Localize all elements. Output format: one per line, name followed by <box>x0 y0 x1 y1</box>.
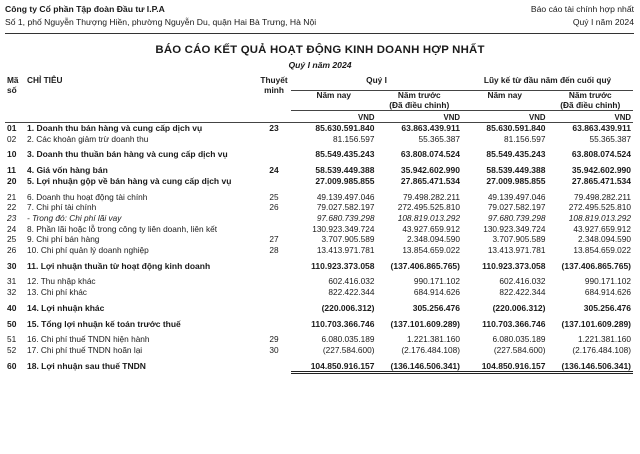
table-row <box>5 213 633 224</box>
row-note: 24 <box>269 165 279 176</box>
ytd-prev-year-value: 43.927.659.912 <box>573 223 632 234</box>
q-this-year-value: 85.630.591.840 <box>315 123 375 133</box>
row-note <box>257 144 291 160</box>
table-row <box>5 356 633 373</box>
ytd-this-year-value: 602.416.032 <box>499 276 546 287</box>
row-note: 23 <box>269 123 279 133</box>
row-note <box>257 314 291 330</box>
q-prev-year-value: (137.406.865.765) <box>390 260 460 271</box>
col-header-item: CHỈ TIÊU <box>27 75 63 85</box>
q-this-year-value: 79.027.582.197 <box>316 202 375 213</box>
ytd-this-year-value: 97.680.739.298 <box>487 212 546 223</box>
q-prev-year-value: 305.256.476 <box>412 302 460 313</box>
q-prev-year-value: 684.914.626 <box>413 287 460 298</box>
q-this-year-value: 110.923.373.058 <box>311 260 375 271</box>
q-this-year-value: 6.080.035.189 <box>321 334 375 345</box>
q-prev-year-value: (137.101.609.289) <box>390 318 460 329</box>
q-this-year-value: 104.850.916.157 <box>291 356 377 373</box>
col-group-ytd: Lũy kế từ đầu năm đến cuối quý <box>462 73 633 91</box>
ytd-prev-year-value: 55.365.387 <box>589 133 632 144</box>
ytd-this-year-value: 130.923.349.724 <box>483 223 546 234</box>
q-this-year-value: 97.680.739.298 <box>316 212 375 223</box>
row-code: 52 <box>7 344 17 355</box>
q-this-year-value: (227.584.600) <box>322 344 375 355</box>
q-prev-year-value: 43.927.659.912 <box>402 223 460 234</box>
row-item: 5. Lợi nhuận gộp về bán hàng và cung cấp dịch vụ <box>27 175 232 186</box>
ytd-this-year-value: 6.080.035.189 <box>492 334 546 345</box>
row-code: 50 <box>7 318 17 329</box>
unit-label: VND <box>377 111 463 123</box>
row-item: - Trong đó: Chi phí lãi vay <box>27 212 122 223</box>
row-note: 27 <box>269 234 279 245</box>
row-note <box>257 224 291 235</box>
q-prev-year-value: 55.365.387 <box>418 133 460 144</box>
ytd-prev-year-value: (136.146.506.341) <box>548 356 634 373</box>
row-code: 22 <box>7 202 17 213</box>
ytd-prev-year-value: 13.854.659.022 <box>573 245 632 256</box>
q-prev-year-value: (136.146.506.341) <box>377 356 463 373</box>
row-code: 01 <box>7 123 17 133</box>
row-note: 25 <box>269 191 279 202</box>
document-header <box>5 3 634 33</box>
col-header-y-prev-year: Năm trước (Đã điều chỉnh) <box>548 91 634 111</box>
col-header-note: Thuyết minh <box>260 75 288 95</box>
row-item: 14. Lợi nhuận khác <box>27 302 105 313</box>
q-prev-year-value: 1.221.381.160 <box>406 334 460 345</box>
table-row <box>5 256 633 272</box>
row-note <box>257 287 291 298</box>
row-item: 13. Chi phí khác <box>27 287 87 298</box>
ytd-prev-year-value: 2.348.094.590 <box>577 234 632 245</box>
unit-label: VND <box>291 111 377 123</box>
row-code: 24 <box>7 223 17 234</box>
q-prev-year-value: 2.348.094.590 <box>406 234 460 245</box>
row-code: 02 <box>7 133 17 144</box>
q-this-year-value: 822.422.344 <box>328 287 375 298</box>
q-prev-year-value: 63.808.074.524 <box>400 149 460 160</box>
q-this-year-value: 110.703.366.746 <box>311 318 375 329</box>
row-code: 40 <box>7 302 17 313</box>
ytd-this-year-value: 79.027.582.197 <box>487 202 546 213</box>
col-group-quarter: Quý I <box>291 73 462 91</box>
unit-spacer <box>257 111 291 123</box>
row-note: 28 <box>269 245 279 256</box>
unit-spacer <box>25 111 257 123</box>
row-note: 30 <box>269 344 279 355</box>
ytd-prev-year-value: (137.101.609.289) <box>561 318 632 329</box>
row-item: 8. Phần lãi hoặc lỗ trong công ty liên doanh, liên kết <box>27 223 218 234</box>
row-note <box>257 134 291 145</box>
table-row <box>5 134 633 145</box>
row-note <box>257 356 291 373</box>
row-code: 10 <box>7 149 17 160</box>
row-item: 3. Doanh thu thuần bán hàng và cung cấp dịch vụ <box>27 149 228 160</box>
col-header-code: Mã số <box>7 75 19 95</box>
col-header-y-this-year: Năm nay <box>462 91 548 111</box>
q-this-year-value: 81.156.597 <box>332 133 375 144</box>
row-code: 51 <box>7 334 17 345</box>
q-this-year-value: 58.539.449.388 <box>315 165 375 176</box>
row-code: 20 <box>7 175 17 186</box>
row-item: 15. Tổng lợi nhuận kế toán trước thuế <box>27 318 181 329</box>
col-header-q-prev-year: Năm trước (Đã điều chỉnh) <box>377 91 463 111</box>
q-prev-year-value: 35.942.602.990 <box>400 165 460 176</box>
ytd-this-year-value: 85.630.591.840 <box>486 123 546 133</box>
report-block <box>531 3 634 29</box>
unit-label: VND <box>462 111 548 123</box>
ytd-prev-year-value: (2.176.484.108) <box>572 344 632 355</box>
report-subtitle: Quý I năm 2024 <box>288 60 352 70</box>
row-item: 10. Chi phí quản lý doanh nghiệp <box>27 245 149 256</box>
table-row <box>5 245 633 256</box>
ytd-this-year-value: 58.539.449.388 <box>486 165 546 176</box>
row-note <box>257 298 291 314</box>
q-prev-year-value: 63.863.439.911 <box>401 123 460 133</box>
row-code: 25 <box>7 234 17 245</box>
ytd-this-year-value: (220.006.312) <box>492 302 546 313</box>
row-item: 1. Doanh thu bán hàng và cung cấp dịch vụ <box>27 123 203 133</box>
row-item: 16. Chi phí thuế TNDN hiện hành <box>27 334 150 345</box>
row-note <box>257 176 291 187</box>
company-block <box>5 3 316 29</box>
row-item: 2. Các khoản giảm trừ doanh thu <box>27 133 149 144</box>
report-type: Báo cáo tài chính hợp nhất <box>530 4 634 14</box>
ytd-prev-year-value: 63.863.439.911 <box>572 123 632 133</box>
q-this-year-value: 3.707.905.589 <box>321 234 375 245</box>
ytd-this-year-value: (227.584.600) <box>493 344 546 355</box>
q-prev-year-value: 108.819.013.292 <box>397 212 460 223</box>
table-row <box>5 298 633 314</box>
q-prev-year-value: 990.171.102 <box>413 276 460 287</box>
table-row <box>5 224 633 235</box>
table-row <box>5 202 633 213</box>
ytd-this-year-value: 3.707.905.589 <box>492 234 546 245</box>
ytd-this-year-value: 13.413.971.781 <box>487 245 546 256</box>
row-note <box>257 213 291 224</box>
row-item: 9. Chi phí bán hàng <box>27 234 100 245</box>
ytd-prev-year-value: 63.808.074.524 <box>571 149 632 160</box>
q-this-year-value: 49.139.497.046 <box>316 191 375 202</box>
q-prev-year-value: (2.176.484.108) <box>401 344 460 355</box>
ytd-this-year-value: 110.923.373.058 <box>482 260 546 271</box>
ytd-prev-year-value: (137.406.865.765) <box>561 260 632 271</box>
q-prev-year-value: 27.865.471.534 <box>400 175 460 186</box>
table-row <box>5 345 633 356</box>
row-code: 21 <box>7 191 17 202</box>
q-this-year-value: 85.549.435.243 <box>315 149 375 160</box>
q-this-year-value: (220.006.312) <box>321 302 375 313</box>
ytd-prev-year-value: 35.942.602.990 <box>571 165 632 176</box>
table-row <box>5 329 633 345</box>
statement-rows <box>5 123 633 373</box>
row-code: 26 <box>7 245 17 256</box>
row-note: 26 <box>269 202 279 213</box>
table-row <box>5 314 633 330</box>
row-code: 23 <box>7 212 17 223</box>
row-code: 30 <box>7 260 17 271</box>
report-title: BÁO CÁO KẾT QUẢ HOẠT ĐỘNG KINH DOANH HỢP NHẤT <box>155 44 485 56</box>
row-note: 29 <box>269 334 279 345</box>
ytd-this-year-value: 822.422.344 <box>499 287 546 298</box>
row-note <box>257 256 291 272</box>
ytd-this-year-value: 110.703.366.746 <box>482 318 546 329</box>
ytd-this-year-value: 85.549.435.243 <box>486 149 546 160</box>
q-prev-year-value: 13.854.659.022 <box>402 245 460 256</box>
row-code: 60 <box>7 361 17 372</box>
table-row <box>5 123 633 134</box>
table-row <box>5 287 633 298</box>
ytd-prev-year-value: 27.865.471.534 <box>571 175 632 186</box>
row-item: 11. Lợi nhuận thuần từ hoạt động kinh doanh <box>27 260 211 271</box>
row-item: 17. Chi phí thuế TNDN hoãn lại <box>27 344 143 355</box>
header-divider <box>5 33 634 34</box>
ytd-this-year-value: 49.139.497.046 <box>487 191 546 202</box>
row-code: 32 <box>7 287 17 298</box>
report-period: Quý I năm 2024 <box>572 17 634 27</box>
ytd-prev-year-value: 684.914.626 <box>584 287 632 298</box>
row-item: 4. Giá vốn hàng bán <box>27 165 108 176</box>
ytd-this-year-value: 104.850.916.157 <box>462 356 548 373</box>
q-prev-year-value: 79.498.282.211 <box>402 191 460 202</box>
q-this-year-value: 130.923.349.724 <box>312 223 375 234</box>
table-row <box>5 160 633 176</box>
ytd-prev-year-value: 305.256.476 <box>583 302 632 313</box>
ytd-prev-year-value: 990.171.102 <box>584 276 632 287</box>
row-item: 18. Lợi nhuận sau thuế TNDN <box>27 361 146 372</box>
col-header-q-this-year: Năm nay <box>291 91 377 111</box>
table-row <box>5 187 633 203</box>
row-item: 6. Doanh thu hoạt động tài chính <box>27 191 148 202</box>
q-prev-year-value: 272.495.525.810 <box>397 202 460 213</box>
company-name: Công ty Cổ phần Tập đoàn Đầu tư I.P.A <box>5 4 165 14</box>
ytd-prev-year-value: 79.498.282.211 <box>573 191 632 202</box>
q-this-year-value: 602.416.032 <box>328 276 375 287</box>
table-row <box>5 271 633 287</box>
unit-spacer <box>5 111 25 123</box>
ytd-prev-year-value: 272.495.525.810 <box>568 202 632 213</box>
row-code: 31 <box>7 276 17 287</box>
q-this-year-value: 27.009.985.855 <box>315 175 375 186</box>
income-statement-table <box>5 73 633 374</box>
row-note <box>257 271 291 287</box>
row-code: 11 <box>7 165 16 176</box>
ytd-this-year-value: 27.009.985.855 <box>486 175 546 186</box>
unit-label: VND <box>548 111 634 123</box>
table-row <box>5 144 633 160</box>
ytd-prev-year-value: 108.819.013.292 <box>568 212 632 223</box>
row-item: 7. Chi phí tài chính <box>27 202 97 213</box>
q-this-year-value: 13.413.971.781 <box>316 245 375 256</box>
ytd-this-year-value: 81.156.597 <box>503 133 546 144</box>
table-row <box>5 234 633 245</box>
table-row <box>5 176 633 187</box>
company-address: Số 1, phố Nguyễn Thượng Hiền, phường Nguyễn Du, quận Hai Bà Trưng, Hà Nội <box>5 17 317 27</box>
row-item: 12. Thu nhập khác <box>27 276 96 287</box>
ytd-prev-year-value: 1.221.381.160 <box>577 334 632 345</box>
